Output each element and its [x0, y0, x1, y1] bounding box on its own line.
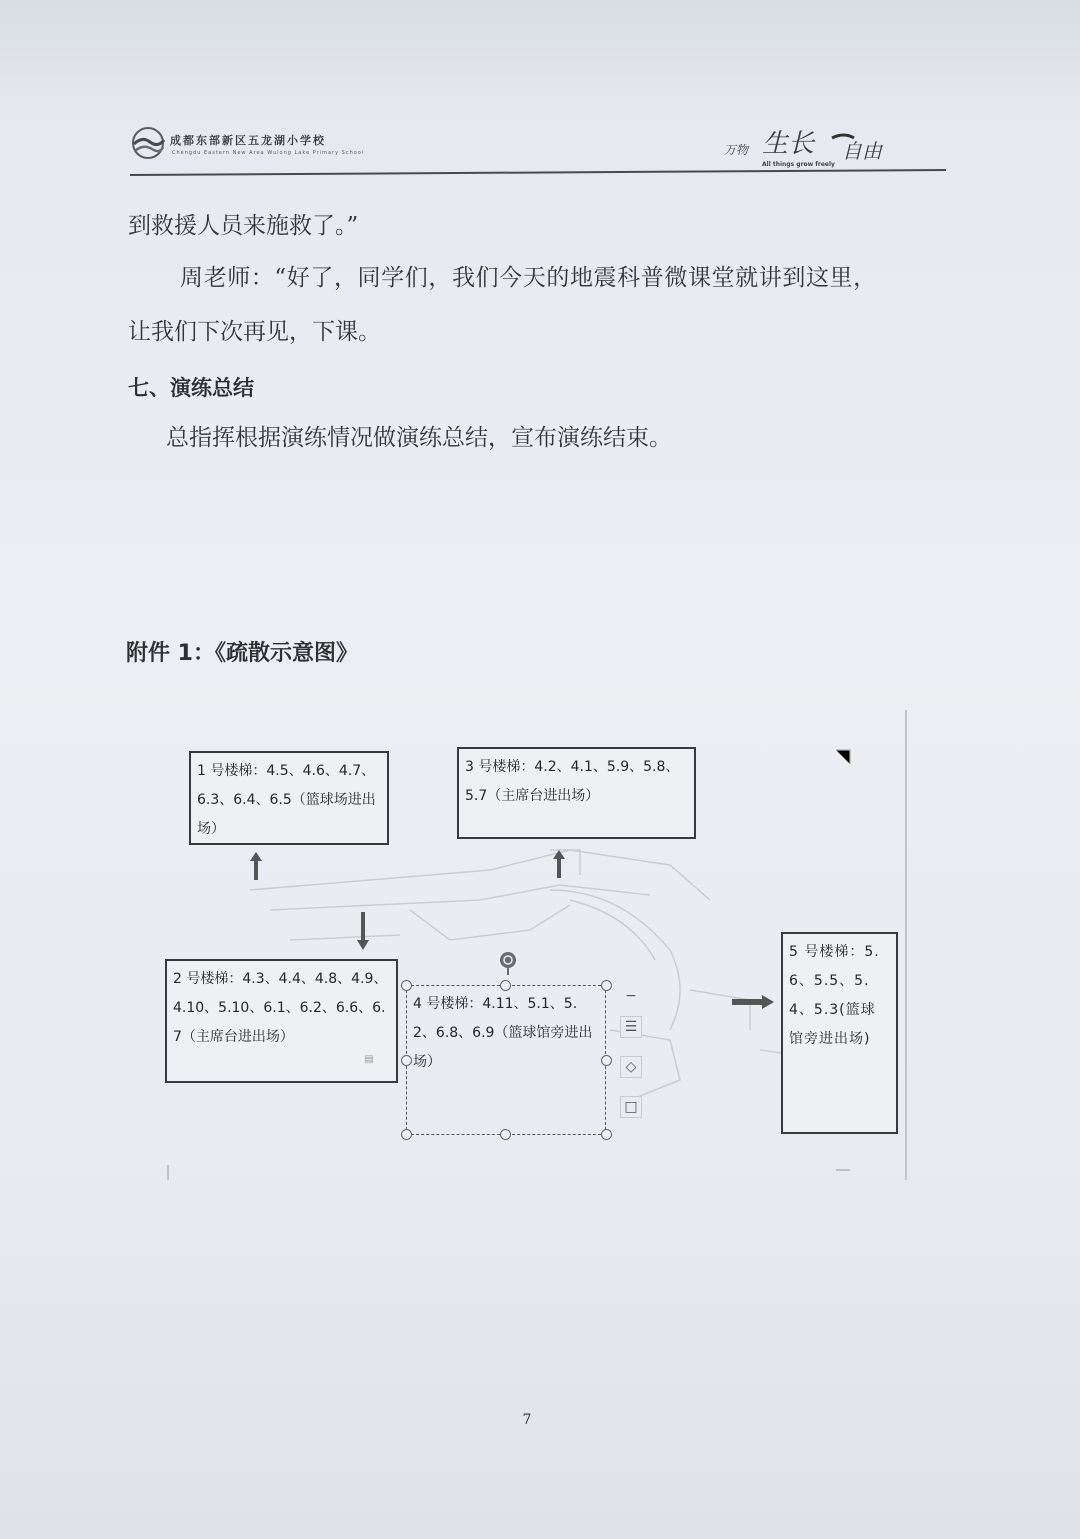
paragraph-2-line-1: 周老师：“好了，同学们，我们今天的地震科普微课堂就讲到这里，: [180, 265, 877, 291]
arrow-up-icon: [551, 848, 567, 880]
motto-logo: [722, 128, 944, 170]
svg-text:All things grow freely: All things grow freely: [762, 161, 835, 168]
rotate-handle-icon[interactable]: [497, 950, 519, 976]
arrow-up-icon: [248, 850, 264, 882]
stair-3-box: 3 号楼梯：4.2、4.1、5.9、5.8、5.7（主席台进出场）: [457, 747, 696, 839]
resize-handle[interactable]: [401, 980, 412, 991]
resize-handle[interactable]: [601, 980, 612, 991]
collapse-icon[interactable]: −: [625, 988, 637, 1004]
stair-4-box[interactable]: 4 号楼梯：4.11、5.1、5.2、6.8、6.9（篮球馆旁进出场）: [406, 985, 606, 1135]
school-name: 成都东部新区五龙湖小学校: [170, 134, 326, 147]
page-number: 7: [522, 1412, 532, 1428]
resize-handle[interactable]: [601, 1055, 612, 1066]
resize-handle[interactable]: [601, 1129, 612, 1140]
paragraph-3: 总指挥根据演练情况做演练总结，宣布演练结束。: [166, 425, 672, 451]
arrow-down-icon: [355, 910, 371, 952]
paragraph-1: 到救援人员来施救了。”: [128, 213, 359, 239]
school-name-en: Chengdu Eastern New Area Wulong Lake Primary School: [172, 150, 365, 156]
paragraph-2-line-2: 让我们下次再见，下课。: [128, 319, 381, 345]
stair-2-box: 2 号楼梯：4.3、4.4、4.8、4.9、4.10、5.10、6.1、6.2、6.6、6.7（主席台进出场）: [165, 959, 398, 1083]
paste-options-icon[interactable]: ▤: [364, 1054, 374, 1065]
shape-outline-icon[interactable]: □: [620, 1096, 642, 1118]
section-heading: 七、演练总结: [128, 376, 254, 400]
attachment-title: 附件 1：《疏散示意图》: [126, 641, 358, 666]
resize-handle[interactable]: [401, 1055, 412, 1066]
resize-handle[interactable]: [401, 1129, 412, 1140]
arrow-right-icon: [730, 993, 776, 1011]
svg-text:万物: 万物: [724, 143, 749, 157]
resize-handle[interactable]: [500, 980, 511, 991]
svg-text:生长: 生长: [762, 129, 815, 159]
stair-5-box: 5 号楼梯：5.6、5.5、5.4、5.3(篮球馆旁进出场): [781, 932, 898, 1134]
header-rule: [130, 169, 946, 176]
school-logo-icon: [130, 126, 166, 160]
svg-text:自由: 自由: [842, 139, 882, 163]
stair-1-box: 1 号楼梯：4.5、4.6、4.7、6.3、6.4、6.5（篮球场进出场）: [189, 751, 389, 845]
shape-fill-icon[interactable]: ◇: [620, 1056, 642, 1078]
resize-handle[interactable]: [500, 1129, 511, 1140]
layout-options-icon[interactable]: ☰: [620, 1016, 642, 1038]
